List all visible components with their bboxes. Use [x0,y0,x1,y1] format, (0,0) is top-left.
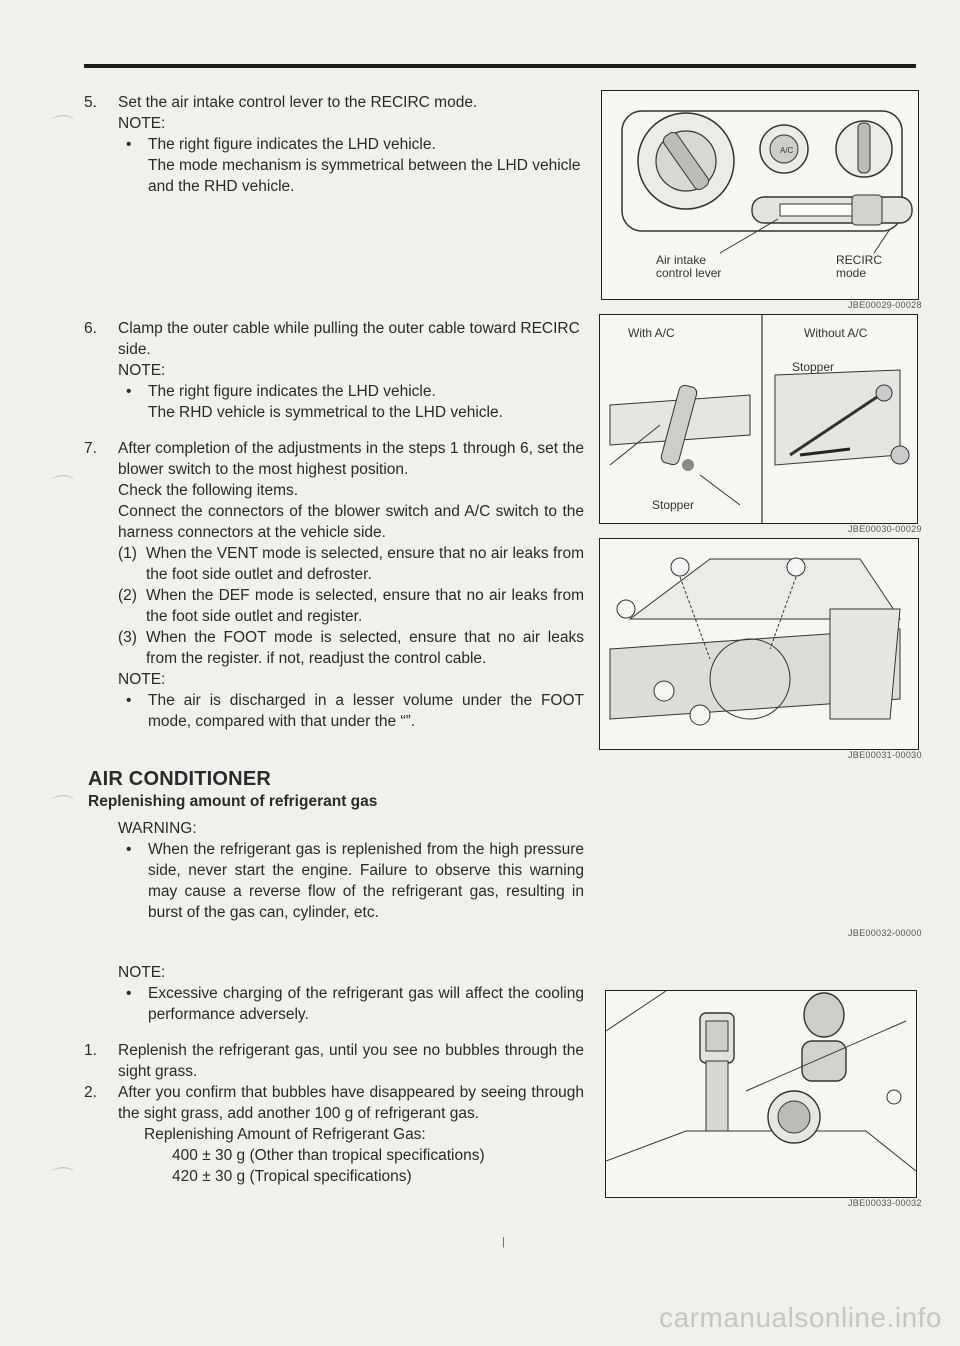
step-text: Clamp the outer cable while pulling the outer cable toward RECIRC side. [118,320,580,358]
warning-label: WARNING: [118,820,197,837]
stopper-bottom-label: Stopper [652,498,695,512]
figure-code: JBE00029-00028 [848,300,922,310]
figure-sight-glass [605,990,917,1198]
check-item-2 [118,585,584,627]
note-bullet [122,690,584,732]
page-mark: | [502,1236,505,1248]
bullet-continuation: The RHD vehicle is symmetrical to the LHD vehicle. [148,404,503,421]
margin-mark-icon: ⌒ [52,114,75,139]
stopper-top-label: Stopper [792,360,835,374]
note-block [84,962,584,1025]
step-text: Set the air intake control lever to the RECIRC mode. [118,94,478,111]
note-label: NOTE: [118,115,166,132]
warning-bullet [122,839,584,923]
section-subtitle: Replenishing amount of refrigerant gas [88,793,378,810]
item-text: When the VENT mode is selected, ensure that no air leaks from the foot side outlet and defroster. [146,545,584,583]
recirc-label: RECIRC mode [836,253,883,280]
bullet-text: • The right figure indicates the LHD vehicle. [148,383,436,400]
item-label: (1) [118,545,137,562]
amount-line-1: 400 ± 30 g (Other than tropical specifications) [172,1147,485,1164]
top-rule [84,64,916,68]
step-number: 5. [84,94,97,111]
bullet-text: • The air is discharged in a lesser volume under the FOOT mode, compared with that under the “”. [148,692,584,730]
ac-steps [84,1040,584,1187]
check-text: Check the following items. [118,482,299,499]
margin-mark-icon: ⌒ [52,474,75,499]
with-ac-label: With A/C [628,326,675,340]
dashboard-illustration [600,539,918,749]
item-text: When the DEF mode is selected, ensure that no air leaks from the foot side outlet and register. [146,587,584,625]
check-item-3 [118,627,584,669]
bullet-text: • The right figure indicates the LHD vehicle. [148,136,436,153]
bullet-continuation: The mode mechanism is symmetrical between the LHD vehicle and the RHD vehicle. [148,157,581,195]
connect-text: Connect the connectors of the blower switch and A/C switch to the harness connectors at the vehicle side. [118,503,584,541]
watermark: carmanualsonline.info [659,1302,942,1333]
figure-cable-clamp [599,314,918,524]
ac-button-label: A/C [780,146,794,155]
step-text: After you confirm that bubbles have disappeared by seeing through the sight grass, add another 100 g of refrigerant gas. [118,1084,584,1122]
cable-clamp-illustration [600,315,917,523]
warning-block [84,818,584,923]
margin-mark-icon: ⌒ [52,794,75,819]
note-bullet [122,134,584,197]
amount-line-2: 420 ± 30 g (Tropical specifications) [172,1168,412,1185]
figure-code-blank: JBE00032-00000 [848,928,922,938]
margin-mark-icon: ⌒ [52,1166,75,1191]
amount-label: Replenishing Amount of Refrigerant Gas: [144,1126,426,1143]
figure-code: JBE00030-00029 [848,524,922,534]
step-number: 6. [84,320,97,337]
figure-code: JBE00031-00030 [848,750,922,760]
item-text: When the FOOT mode is selected, ensure that no air leaks from the register. if not, readjust the control cable. [146,629,584,667]
ac-step-1 [84,1040,584,1082]
item-label: (2) [118,587,137,604]
without-ac-label: Without A/C [804,326,868,340]
note-label: NOTE: [118,964,166,981]
warning-text: • When the refrigerant gas is replenished from the high pressure side, never start the engine. Failure to observe this warning may cause a reverse flow of the refrigerant gas, resulting in burst of the gas can, cylinder, etc. [148,841,584,921]
check-item-1 [118,543,584,585]
step-number: 1. [84,1042,97,1059]
note-label: NOTE: [118,671,166,688]
step-text: Replenish the refrigerant gas, until you see no bubbles through the sight grass. [118,1042,584,1080]
section-title: AIR CONDITIONER [88,768,271,790]
step-number: 2. [84,1084,97,1101]
sight-glass-illustration [606,991,916,1197]
step-6 [84,318,584,423]
figure-dashboard-outlets [599,538,919,750]
step-7 [84,438,584,732]
air-intake-label: Air intake control lever [656,253,722,280]
note-bullet [122,983,584,1025]
note-label: NOTE: [118,362,166,379]
note-text: • Excessive charging of the refrigerant gas will affect the cooling performance adversely. [148,985,584,1023]
note-bullet [122,381,584,423]
step-text: After completion of the adjustments in the steps 1 through 6, set the blower switch to the most highest position. [118,440,584,478]
item-label: (3) [118,629,137,646]
step-5 [84,92,584,197]
ac-step-2 [84,1082,584,1124]
step-number: 7. [84,440,97,457]
figure-code: JBE00033-00032 [848,1198,922,1208]
figure-control-panel [601,90,919,300]
